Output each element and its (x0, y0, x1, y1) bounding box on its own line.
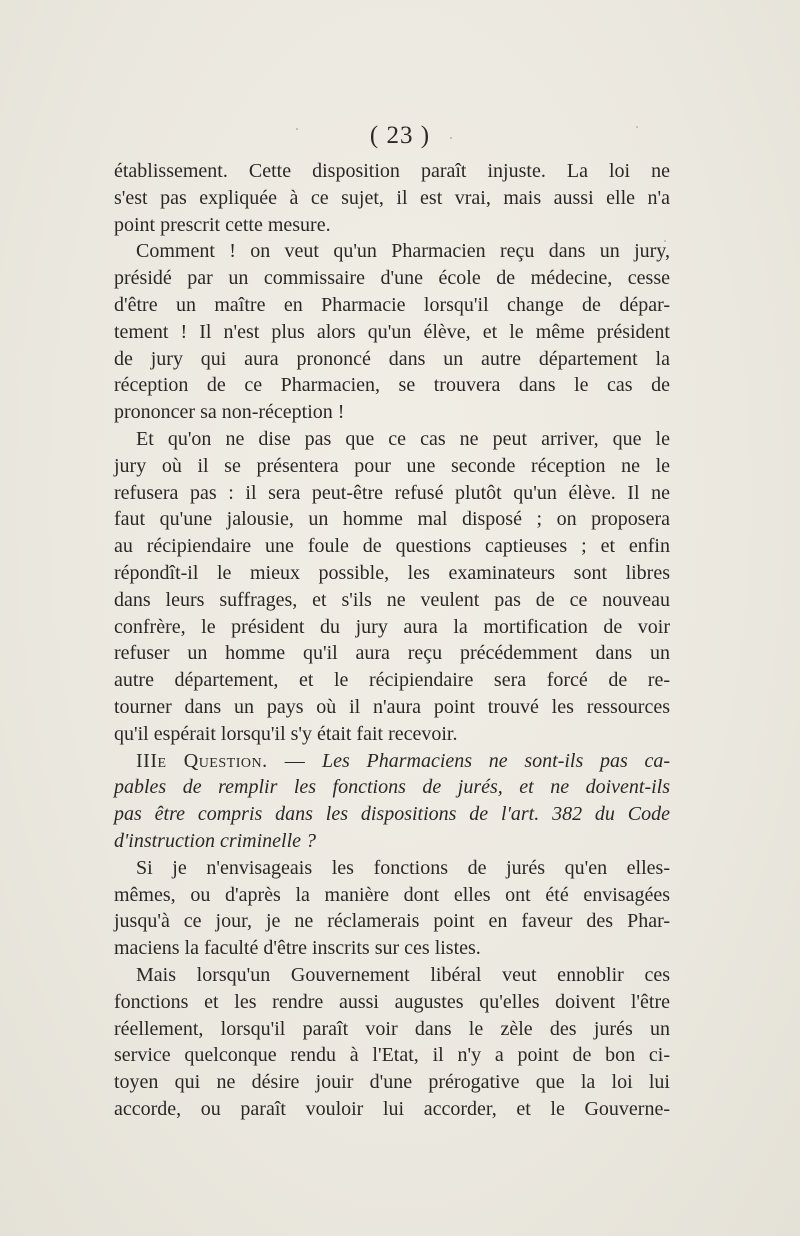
paragraph (114, 238, 670, 426)
text-line: pas être compris dans les dispositions de l'art. 382 du Code (114, 803, 670, 826)
text-line: accorde, ou paraît vouloir lui accorder, et le Gouverne- (114, 1097, 670, 1120)
text-line: s'est pas expliquée à ce sujet, il est vrai, mais aussi elle n'a (114, 186, 670, 209)
text-line: Comment ! on veut qu'un Pharmacien reçu dans un jury, (136, 240, 670, 263)
paragraph (114, 158, 670, 238)
text-line: mêmes, ou d'après la manière dont elles ont été envisagées (114, 883, 670, 906)
text-line: Et qu'on ne dise pas que ce cas ne peut arriver, que le (136, 427, 670, 450)
text-line: service quelconque rendu à l'Etat, il n'y a point de bon ci- (114, 1044, 670, 1067)
text-line: fonctions et les rendre aussi augustes qu'elles doivent l'être (114, 990, 670, 1013)
paragraph (114, 962, 670, 1123)
text-line: tourner dans un pays où il n'aura point trouvé les ressources (114, 695, 670, 718)
text-line (114, 748, 670, 775)
text-line: jury où il se présentera pour une seconde réception ne le (114, 454, 670, 477)
text-line: autre département, et le récipiendaire sera forcé de re- (114, 669, 670, 692)
paragraph (114, 855, 670, 962)
question-heading: IIIe Question. — (136, 749, 306, 772)
page-number: ( 23 ) (369, 122, 431, 149)
text-line: Si je n'envisageais les fonctions de jurés qu'en elles- (136, 856, 670, 879)
text-line: établissement. Cette disposition paraît injuste. La loi ne (114, 160, 670, 182)
question-paragraph (114, 748, 670, 855)
text-line: refusera pas : il sera peut-être refusé plutôt qu'un élève. Il ne (114, 481, 670, 504)
text-line: de jury qui aura prononcé dans un autre département la (114, 347, 670, 370)
text-line: pables de remplir les fonctions de jurés, et ne doivent-ils (114, 776, 670, 799)
text-line: jusqu'à ce jour, je ne réclamerais point en faveur des Phar- (114, 910, 670, 933)
page-body (114, 158, 670, 1123)
text-line: dans leurs suffrages, et s'ils ne veulent pas de ce nouveau (114, 588, 670, 611)
text-line: toyen qui ne désire jouir d'une prérogative que la loi lui (114, 1071, 670, 1094)
text-line: faut qu'une jalousie, un homme mal disposé ; on proposera (114, 508, 670, 531)
text-line: refuser un homme qu'il aura reçu précédemment dans un (114, 642, 670, 665)
text-line: d'être un maître en Pharmacie lorsqu'il change de dépar- (114, 293, 670, 316)
text-line: qu'il espérait lorsqu'il s'y était fait recevoir. (114, 722, 458, 745)
text-line: prononcer sa non-réception ! (114, 401, 345, 424)
paragraph (114, 426, 670, 748)
text-line: confrère, le président du jury aura la mortification de voir (114, 615, 670, 638)
text-line: répondît-il le mieux possible, les examinateurs sont libres (114, 561, 670, 584)
text-line: Mais lorsqu'un Gouvernement libéral veut ennoblir ces (136, 963, 670, 986)
question-text: Les Pharmaciens ne sont-ils pas ca- (322, 749, 671, 772)
text-line: réellement, lorsqu'il paraît voir dans le zèle des jurés un (114, 1017, 670, 1040)
text-line: présidé par un commissaire d'une école de médecine, cesse (114, 267, 670, 290)
text-line: point prescrit cette mesure. (114, 213, 331, 236)
text-line: au récipiendaire une foule de questions captieuses ; et enfin (114, 535, 670, 558)
text-line: maciens la faculté d'être inscrits sur ces listes. (114, 937, 481, 960)
text-line: tement ! Il n'est plus alors qu'un élève, et le même président (114, 320, 670, 343)
text-line: réception de ce Pharmacien, se trouvera dans le cas de (114, 374, 670, 397)
text-line: d'instruction criminelle ? (114, 829, 317, 852)
